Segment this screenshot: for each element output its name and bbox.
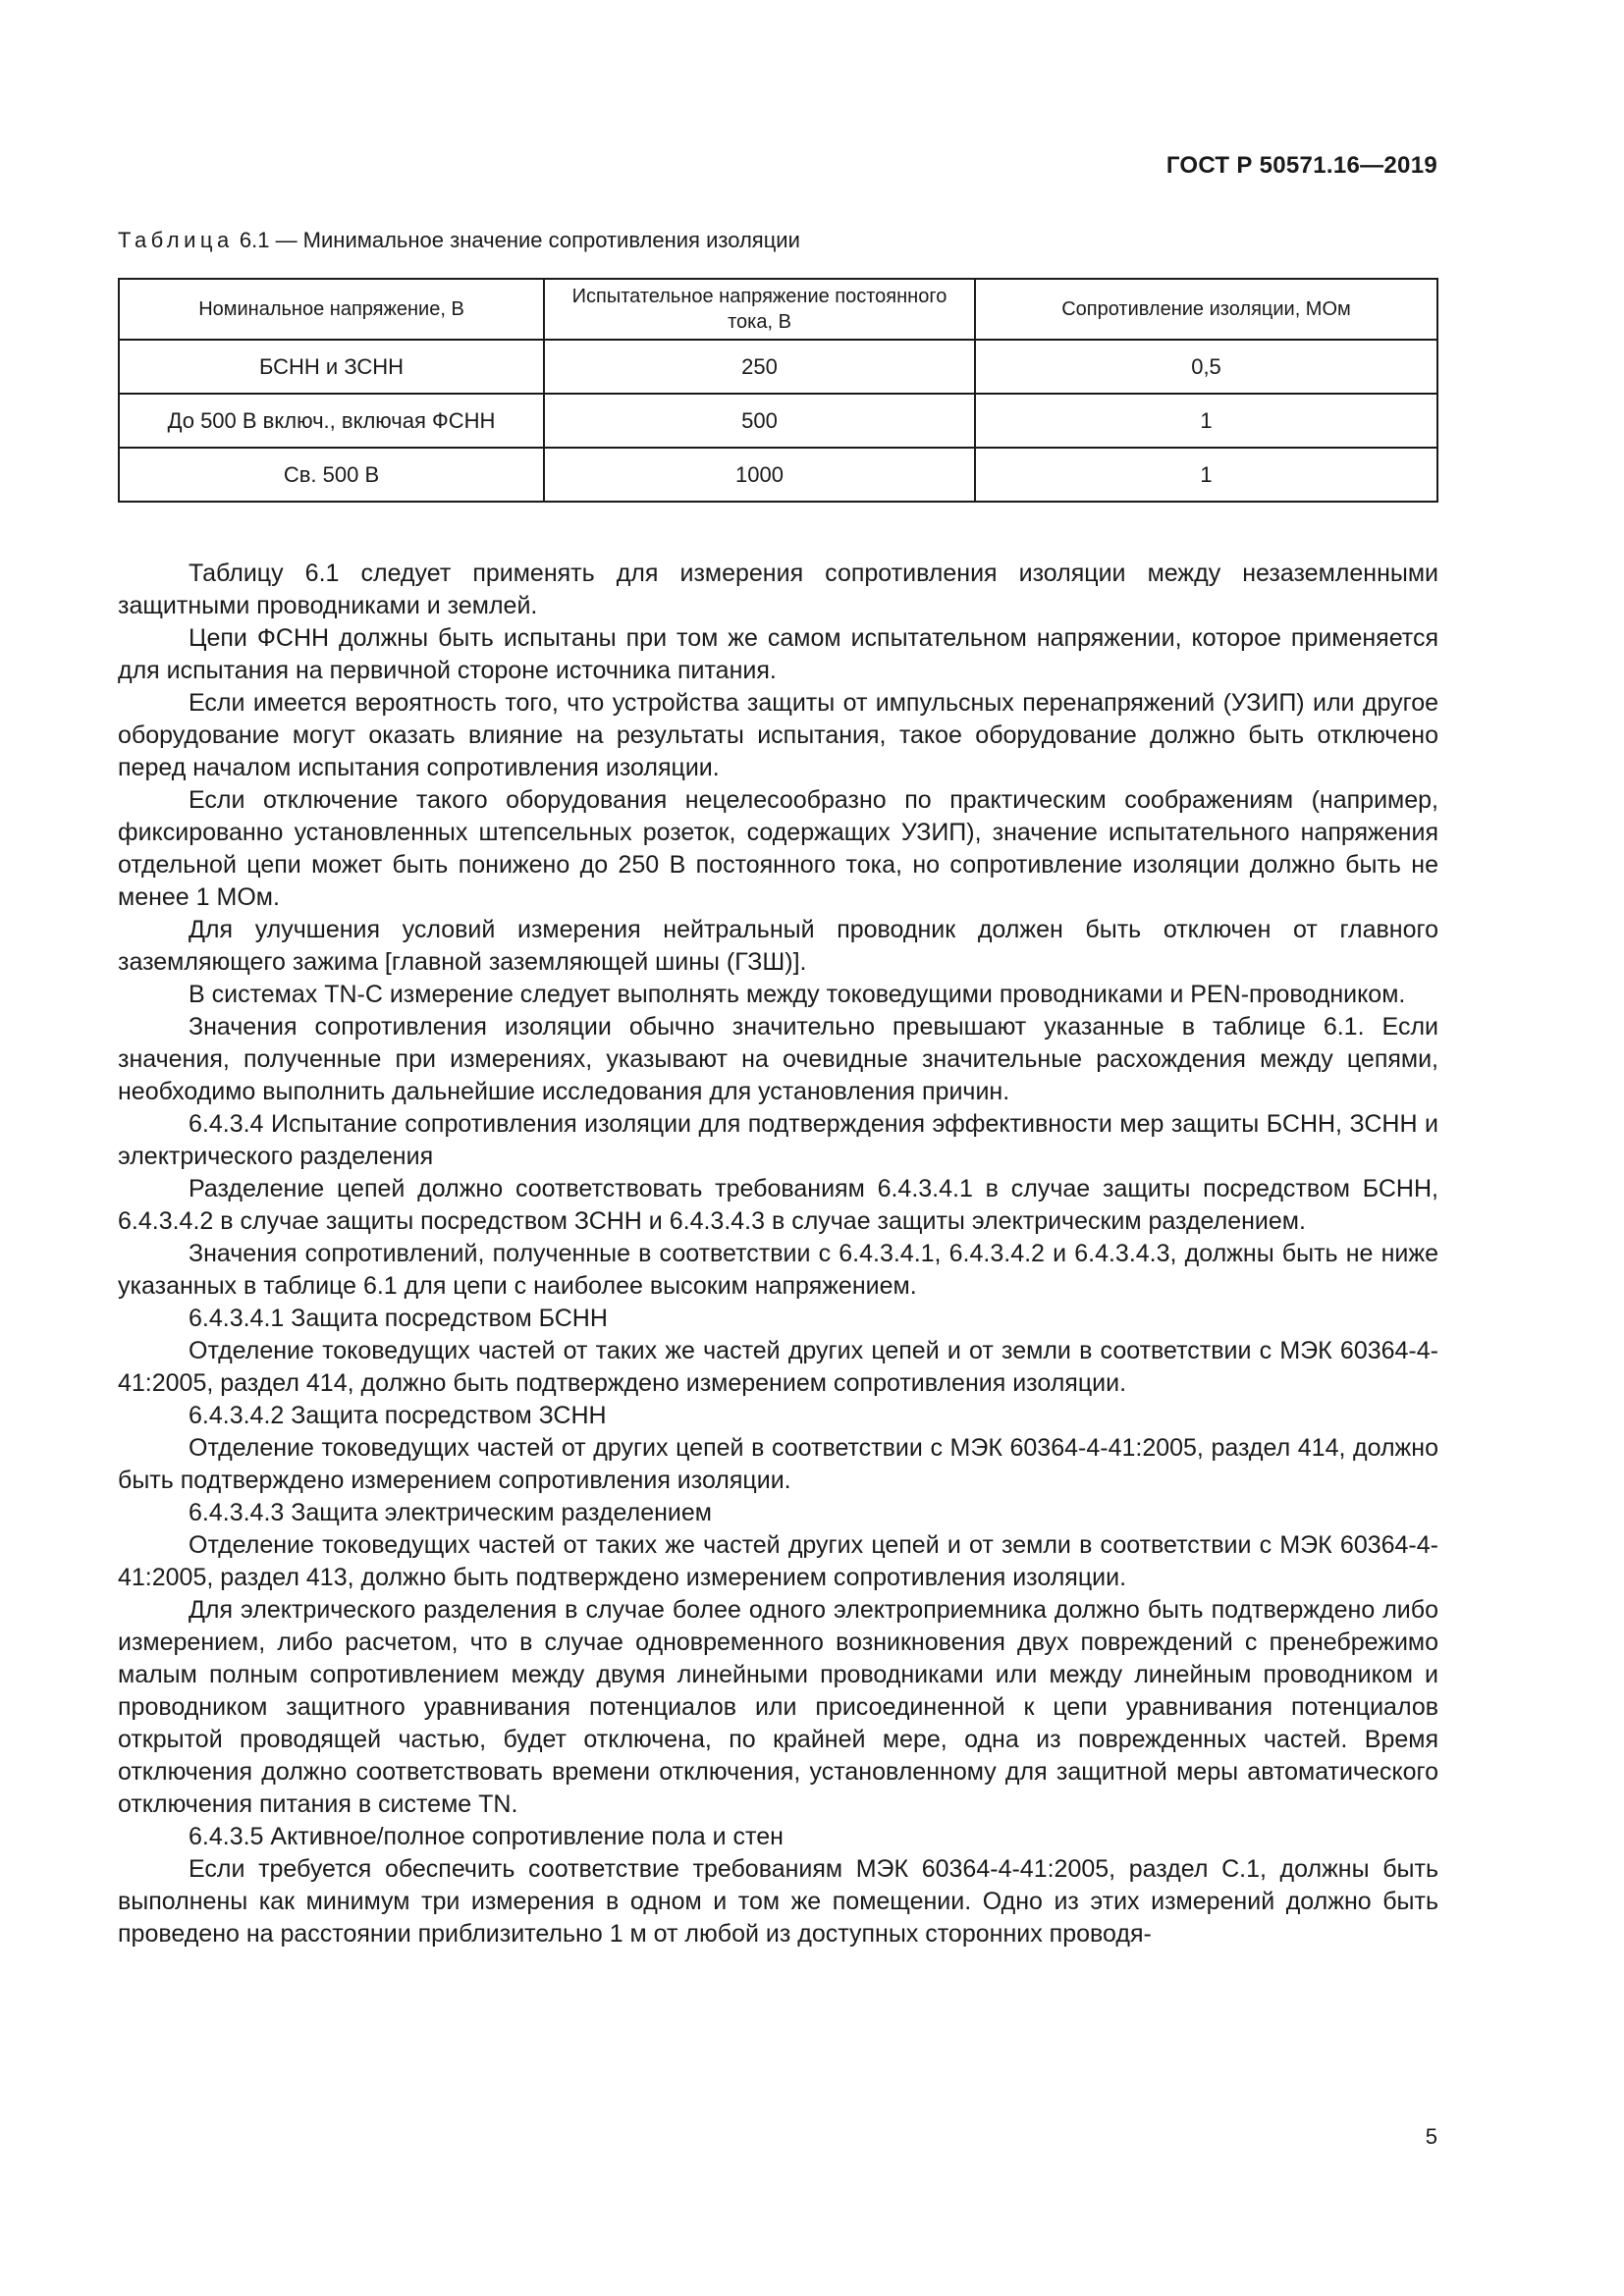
- table-row: [119, 448, 1437, 502]
- paragraph: Цепи ФСНН должны быть испытаны при том же самом испытательном напряжении, которое применяется для испытания на первичной стороне источника питания.: [118, 624, 1438, 684]
- paragraph: Для электрического разделения в случае более одного электроприемника должно быть подтверждено либо измерением, либо расчетом, что в случае одновременного возникновения двух повреждений с пренебрежимо малым полным сопротивлением между двумя линейными проводниками или между линейным проводником и проводником защитного уравнивания потенциалов или присоединенной к цепи уравнивания потенциалов открытой проводящей частью, будет отключена, по крайней мере, одна из поврежденных частей. Время отключения должно соответствовать времени отключения, установленному для защитной меры автоматического отключения питания в системе TN.: [118, 1596, 1438, 1818]
- table-row: [119, 394, 1437, 448]
- paragraph: Значения сопротивлений, полученные в соответствии с 6.4.3.4.1, 6.4.3.4.2 и 6.4.3.4.3, должны быть не ниже указанных в таблице 6.1 для цепи с наиболее высоким напряжением.: [118, 1240, 1438, 1300]
- paragraph: Разделение цепей должно соответствовать требованиям 6.4.3.4.1 в случае защиты посредством БСНН, 6.4.3.4.2 в случае защиты посредством ЗСНН и 6.4.3.4.3 в случае защиты электрическим разделением.: [118, 1175, 1438, 1235]
- table-cell: Св. 500 В: [119, 448, 544, 502]
- paragraph: В системах TN-C измерение следует выполнять между токоведущими проводниками и PEN-проводником.: [189, 981, 1406, 1008]
- section-heading: 6.4.3.4.1 Защита посредством БСНН: [189, 1305, 608, 1332]
- document-code-header: ГОСТ Р 50571.16—2019: [1165, 152, 1437, 179]
- paragraph: Отделение токоведущих частей от других цепей в соответствии с МЭК 60364-4-41:2005, раздел 414, должно быть подтверждено измерением сопротивления изоляции.: [118, 1434, 1438, 1494]
- table-caption-label: Таблица: [118, 228, 234, 252]
- section-heading: 6.4.3.5 Активное/полное сопротивление пола и стен: [189, 1823, 784, 1850]
- table-cell: 1000: [544, 448, 975, 502]
- table-cell: 1: [975, 448, 1437, 502]
- insulation-resistance-table: [118, 278, 1438, 503]
- table-header-row: [119, 279, 1437, 340]
- paragraph: Значения сопротивления изоляции обычно значительно превышают указанные в таблице 6.1. Если значения, полученные при измерениях, указывают на очевидные значительные расхождения между цепями, необходимо выполнить дальнейшие исследования для установления причин.: [118, 1013, 1438, 1105]
- table-cell: До 500 В включ., включая ФСНН: [119, 394, 544, 448]
- table-cell: 0,5: [975, 340, 1437, 394]
- paragraph: Отделение токоведущих частей от таких же частей других цепей и от земли в соответствии с МЭК 60364-4-41:2005, раздел 413, должно быть подтверждено измерением сопротивления изоляции.: [118, 1531, 1438, 1591]
- paragraph: Если имеется вероятность того, что устройства защиты от импульсных перенапряжений (УЗИП) или другое оборудование могут оказать влияние на результаты испытания, такое оборудование должно быть отключено перед началом испытания сопротивления изоляции.: [118, 689, 1438, 781]
- table-header-cell: Номинальное напряжение, В: [119, 279, 544, 340]
- body-text: [118, 558, 1438, 1950]
- paragraph: Если отключение такого оборудования нецелесообразно по практическим соображениям (например, фиксированно установленных штепсельных розеток, содержащих УЗИП), значение испытательного напряжения отдельной цепи может быть понижено до 250 В постоянного тока, но сопротивление изоляции должно быть не менее 1 МОм.: [118, 786, 1438, 911]
- table-caption: [118, 228, 800, 253]
- section-heading: 6.4.3.4.2 Защита посредством ЗСНН: [189, 1402, 607, 1429]
- table-cell: 1: [975, 394, 1437, 448]
- paragraph: Таблицу 6.1 следует применять для измерения сопротивления изоляции между незаземленными защитными проводниками и землей.: [118, 560, 1438, 619]
- table-cell: 250: [544, 340, 975, 394]
- paragraph: Если требуется обеспечить соответствие требованиям МЭК 60364-4-41:2005, раздел С.1, должны быть выполнены как минимум три измерения в одном и том же помещении. Одно из этих измерений должно быть проведено на расстоянии приблизительно 1 м от любой из доступных сторонних проводя-: [118, 1855, 1438, 1948]
- section-heading: 6.4.3.4.3 Защита электрическим разделением: [189, 1499, 712, 1526]
- table-cell: БСНН и ЗСНН: [119, 340, 544, 394]
- section-heading: 6.4.3.4 Испытание сопротивления изоляции для подтверждения эффективности мер защиты БСНН, ЗСНН и электрического разделения: [118, 1110, 1438, 1170]
- table-row: [119, 340, 1437, 394]
- table-header-cell: Сопротивление изоляции, МОм: [975, 279, 1437, 340]
- table-cell: 500: [544, 394, 975, 448]
- table-header-cell: Испытательное напряжение постоянного тока, В: [544, 279, 975, 340]
- page-number: 5: [1425, 2124, 1437, 2149]
- paragraph: Отделение токоведущих частей от таких же частей других цепей и от земли в соответствии с МЭК 60364-4-41:2005, раздел 414, должно быть подтверждено измерением сопротивления изоляции.: [118, 1337, 1438, 1397]
- table-caption-title: 6.1 — Минимальное значение сопротивления изоляции: [233, 228, 800, 252]
- paragraph: Для улучшения условий измерения нейтральный проводник должен быть отключен от главного заземляющего зажима [главной заземляющей шины (ГЗШ)].: [118, 916, 1438, 976]
